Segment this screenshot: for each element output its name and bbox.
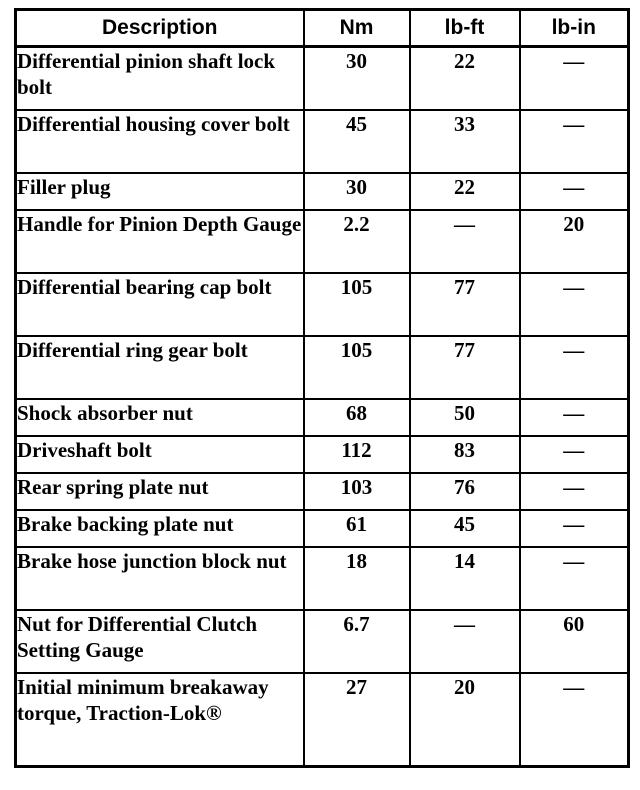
nm-cell: 68: [304, 399, 410, 436]
lb-in-cell: —: [520, 473, 629, 510]
lb-ft-cell: —: [410, 210, 520, 273]
lb-ft-cell: 45: [410, 510, 520, 547]
nm-cell: 2.2: [304, 210, 410, 273]
lb-ft-cell: 77: [410, 273, 520, 336]
lb-in-cell: —: [520, 436, 629, 473]
table-row: [16, 673, 629, 767]
description-cell: Differential ring gear bolt: [16, 336, 304, 399]
header-lb-in: lb-in: [520, 10, 629, 47]
lb-ft-cell: 14: [410, 547, 520, 610]
description-cell: Shock absorber nut: [16, 399, 304, 436]
nm-cell: 6.7: [304, 610, 410, 673]
nm-cell: 61: [304, 510, 410, 547]
lb-in-cell: 60: [520, 610, 629, 673]
lb-ft-cell: 20: [410, 673, 520, 767]
lb-in-cell: 20: [520, 210, 629, 273]
description-cell: Filler plug: [16, 173, 304, 210]
header-lb-ft: lb-ft: [410, 10, 520, 47]
description-cell: Brake hose junction block nut: [16, 547, 304, 610]
lb-in-cell: —: [520, 336, 629, 399]
table-row: [16, 473, 629, 510]
table-row: [16, 47, 629, 110]
lb-ft-cell: 33: [410, 110, 520, 173]
table-row: [16, 610, 629, 673]
lb-in-cell: —: [520, 273, 629, 336]
description-cell: Differential pinion shaft lock bolt: [16, 47, 304, 110]
lb-ft-cell: 77: [410, 336, 520, 399]
table-row: [16, 436, 629, 473]
table-row: [16, 110, 629, 173]
description-cell: Brake backing plate nut: [16, 510, 304, 547]
description-cell: Rear spring plate nut: [16, 473, 304, 510]
lb-ft-cell: —: [410, 610, 520, 673]
lb-in-cell: —: [520, 510, 629, 547]
table-row: [16, 510, 629, 547]
lb-ft-cell: 22: [410, 47, 520, 110]
nm-cell: 105: [304, 273, 410, 336]
table-row: [16, 273, 629, 336]
header-nm: Nm: [304, 10, 410, 47]
nm-cell: 30: [304, 47, 410, 110]
table-row: [16, 399, 629, 436]
nm-cell: 18: [304, 547, 410, 610]
table-row: [16, 210, 629, 273]
lb-in-cell: —: [520, 547, 629, 610]
lb-ft-cell: 22: [410, 173, 520, 210]
header-description: Description: [16, 10, 304, 47]
lb-ft-cell: 76: [410, 473, 520, 510]
nm-cell: 45: [304, 110, 410, 173]
description-cell: Handle for Pinion Depth Gauge: [16, 210, 304, 273]
table-row: [16, 547, 629, 610]
description-cell: Nut for Differential Clutch Setting Gauge: [16, 610, 304, 673]
nm-cell: 112: [304, 436, 410, 473]
table-row: [16, 173, 629, 210]
nm-cell: 103: [304, 473, 410, 510]
lb-in-cell: —: [520, 399, 629, 436]
nm-cell: 27: [304, 673, 410, 767]
lb-ft-cell: 50: [410, 399, 520, 436]
description-cell: Differential housing cover bolt: [16, 110, 304, 173]
lb-in-cell: —: [520, 47, 629, 110]
torque-spec-table: [14, 8, 630, 768]
table-row: [16, 336, 629, 399]
description-cell: Initial minimum breakaway torque, Traction-Lok®: [16, 673, 304, 767]
description-cell: Differential bearing cap bolt: [16, 273, 304, 336]
lb-in-cell: —: [520, 173, 629, 210]
lb-in-cell: —: [520, 673, 629, 767]
lb-ft-cell: 83: [410, 436, 520, 473]
header-row: [16, 10, 629, 47]
lb-in-cell: —: [520, 110, 629, 173]
nm-cell: 105: [304, 336, 410, 399]
nm-cell: 30: [304, 173, 410, 210]
description-cell: Driveshaft bolt: [16, 436, 304, 473]
